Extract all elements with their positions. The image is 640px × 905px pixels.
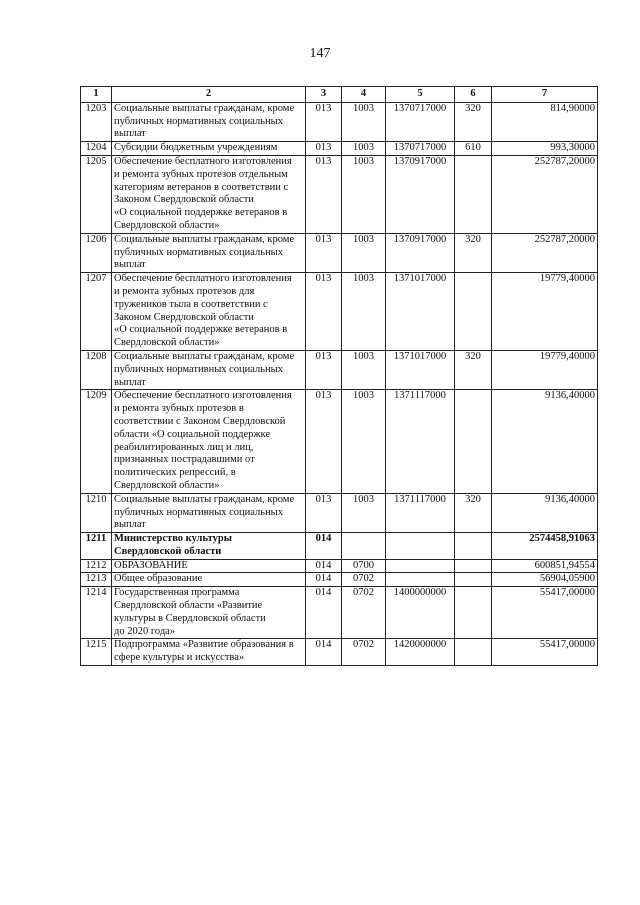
row-name: [112, 559, 306, 573]
row-name-line: Свердловской области»: [114, 219, 220, 231]
table-row: [81, 587, 598, 639]
row-number: 1204: [81, 142, 112, 156]
header-col-4: 4: [342, 87, 386, 103]
header-col-2: 2: [112, 87, 306, 103]
row-ministry-code: 013: [306, 350, 342, 389]
row-section-code: 1003: [342, 493, 386, 532]
row-name-line: соответствии с Законом Свердловской: [114, 415, 286, 427]
table-row: [81, 155, 598, 233]
row-name-line: выплат: [114, 376, 146, 388]
row-ministry-code: 014: [306, 587, 342, 639]
row-amount: 9136,40000: [492, 493, 598, 532]
row-expense-type: [455, 390, 492, 493]
row-number: 1208: [81, 350, 112, 389]
row-target-code: [386, 573, 455, 587]
row-expense-type: [455, 573, 492, 587]
row-name-line: публичных нормативных социальных: [114, 246, 283, 258]
row-target-code: 1371117000: [386, 390, 455, 493]
row-number: 1210: [81, 493, 112, 532]
row-ministry-code: 013: [306, 142, 342, 156]
row-name-line: Министерство культуры: [114, 533, 232, 545]
row-expense-type: [455, 273, 492, 351]
row-name-line: Субсидии бюджетным учреждениям: [114, 142, 278, 154]
row-section-code: 0702: [342, 573, 386, 587]
row-amount: 55417,00000: [492, 587, 598, 639]
row-section-code: 0700: [342, 559, 386, 573]
row-section-code: 1003: [342, 155, 386, 233]
table-row: [81, 559, 598, 573]
row-expense-type: 320: [455, 102, 492, 141]
row-ministry-code: 014: [306, 573, 342, 587]
row-amount: 19779,40000: [492, 273, 598, 351]
row-target-code: 1371017000: [386, 273, 455, 351]
header-col-7: 7: [492, 87, 598, 103]
table-row: [81, 102, 598, 141]
row-target-code: 1420000000: [386, 639, 455, 666]
budget-table: [80, 86, 598, 666]
row-name-line: Социальные выплаты гражданам, кроме: [114, 350, 295, 362]
row-number: 1212: [81, 559, 112, 573]
row-expense-type: [455, 559, 492, 573]
table-row: [81, 639, 598, 666]
row-section-code: 1003: [342, 233, 386, 272]
row-ministry-code: 014: [306, 533, 342, 560]
row-expense-type: [455, 155, 492, 233]
row-name-line: публичных нормативных социальных: [114, 506, 283, 518]
table-row: [81, 142, 598, 156]
page-number: 147: [309, 46, 331, 61]
row-name-line: Подпрограмма «Развитие образования в: [114, 639, 294, 651]
row-name-line: и ремонта зубных протезов для: [114, 285, 255, 297]
row-name: [112, 233, 306, 272]
row-name-line: Свердловской области»: [114, 479, 220, 491]
header-col-6: 6: [455, 87, 492, 103]
row-name: [112, 350, 306, 389]
row-name-line: выплат: [114, 128, 146, 140]
row-expense-type: 610: [455, 142, 492, 156]
row-name: [112, 533, 306, 560]
row-name: [112, 639, 306, 666]
row-name-line: «О социальной поддержке ветеранов в: [114, 324, 288, 336]
row-name-line: публичных нормативных социальных: [114, 115, 283, 127]
row-name: [112, 573, 306, 587]
row-target-code: [386, 559, 455, 573]
row-number: 1205: [81, 155, 112, 233]
row-number: 1213: [81, 573, 112, 587]
row-section-code: 1003: [342, 102, 386, 141]
row-name-line: Свердловской области»: [114, 337, 220, 349]
row-amount: 252787,20000: [492, 155, 598, 233]
row-target-code: [386, 533, 455, 560]
row-name-line: Обеспечение бесплатного изготовления: [114, 273, 292, 285]
table-row: [81, 350, 598, 389]
row-name-line: Государственная программа: [114, 587, 240, 599]
row-ministry-code: 013: [306, 102, 342, 141]
row-number: 1207: [81, 273, 112, 351]
row-expense-type: 320: [455, 350, 492, 389]
row-name-line: тружеников тыла в соответствии с: [114, 298, 268, 310]
row-name: [112, 587, 306, 639]
row-section-code: 1003: [342, 350, 386, 389]
row-name-line: сфере культуры и искусства»: [114, 652, 245, 664]
row-ministry-code: 013: [306, 155, 342, 233]
row-amount: 56904,05900: [492, 573, 598, 587]
row-name-line: Свердловской области «Развитие: [114, 600, 263, 612]
row-section-code: 0702: [342, 587, 386, 639]
row-name-line: культуры в Свердловской области: [114, 612, 266, 624]
row-number: 1214: [81, 587, 112, 639]
row-ministry-code: 013: [306, 493, 342, 532]
row-target-code: 1370917000: [386, 155, 455, 233]
row-name-line: Обеспечение бесплатного изготовления: [114, 390, 292, 402]
row-name: [112, 155, 306, 233]
row-name-line: Социальные выплаты гражданам, кроме: [114, 493, 295, 505]
row-number: 1215: [81, 639, 112, 666]
row-amount: 55417,00000: [492, 639, 598, 666]
row-name-line: Социальные выплаты гражданам, кроме: [114, 233, 295, 245]
row-name-line: Социальные выплаты гражданам, кроме: [114, 102, 295, 114]
row-expense-type: 320: [455, 233, 492, 272]
table-row: [81, 390, 598, 493]
row-name: [112, 493, 306, 532]
row-number: 1209: [81, 390, 112, 493]
row-target-code: 1370717000: [386, 102, 455, 141]
table-row: [81, 533, 598, 560]
table-row: [81, 573, 598, 587]
row-name-line: «О социальной поддержке ветеранов в: [114, 207, 288, 219]
row-expense-type: [455, 587, 492, 639]
row-name: [112, 273, 306, 351]
row-name-line: Свердловской области: [114, 545, 222, 557]
row-section-code: 1003: [342, 273, 386, 351]
row-name: [112, 102, 306, 141]
row-name-line: до 2020 года»: [114, 625, 176, 637]
header-col-1: 1: [81, 87, 112, 103]
row-section-code: [342, 533, 386, 560]
row-amount: 993,30000: [492, 142, 598, 156]
table-row: [81, 493, 598, 532]
row-section-code: 1003: [342, 142, 386, 156]
row-amount: 19779,40000: [492, 350, 598, 389]
row-target-code: 1370917000: [386, 233, 455, 272]
row-name: [112, 390, 306, 493]
row-expense-type: [455, 533, 492, 560]
row-name-line: категориям ветеранов в соответствии с: [114, 181, 289, 193]
row-amount: 252787,20000: [492, 233, 598, 272]
row-name-line: Общее образование: [114, 573, 203, 585]
row-section-code: 0702: [342, 639, 386, 666]
header-col-3: 3: [306, 87, 342, 103]
row-amount: 814,90000: [492, 102, 598, 141]
row-amount: 9136,40000: [492, 390, 598, 493]
row-name-line: выплат: [114, 259, 146, 271]
row-ministry-code: 014: [306, 639, 342, 666]
row-amount: 2574458,91063: [492, 533, 598, 560]
row-ministry-code: 014: [306, 559, 342, 573]
row-name-line: признанных пострадавшими от: [114, 454, 255, 466]
row-name-line: Законом Свердловской области: [114, 194, 254, 206]
header-col-5: 5: [386, 87, 455, 103]
row-target-code: 1371117000: [386, 493, 455, 532]
row-name-line: выплат: [114, 519, 146, 531]
table-row: [81, 233, 598, 272]
row-name: [112, 142, 306, 156]
row-expense-type: 320: [455, 493, 492, 532]
row-name-line: политических репрессий, в: [114, 467, 236, 479]
row-ministry-code: 013: [306, 233, 342, 272]
row-name-line: ОБРАЗОВАНИЕ: [114, 559, 188, 571]
row-name-line: Обеспечение бесплатного изготовления: [114, 155, 292, 167]
row-number: 1206: [81, 233, 112, 272]
row-amount: 600851,94554: [492, 559, 598, 573]
row-expense-type: [455, 639, 492, 666]
table-row: [81, 273, 598, 351]
row-target-code: 1370717000: [386, 142, 455, 156]
row-number: 1203: [81, 102, 112, 141]
row-ministry-code: 013: [306, 273, 342, 351]
row-section-code: 1003: [342, 390, 386, 493]
row-number: 1211: [81, 533, 112, 560]
row-target-code: 1371017000: [386, 350, 455, 389]
row-name-line: Законом Свердловской области: [114, 311, 254, 323]
row-name-line: реабилитированных лиц и лиц,: [114, 441, 254, 453]
row-ministry-code: 013: [306, 390, 342, 493]
header-row: [81, 87, 598, 103]
row-name-line: и ремонта зубных протезов в: [114, 403, 244, 415]
row-name-line: области «О социальной поддержке: [114, 428, 271, 440]
row-name-line: публичных нормативных социальных: [114, 363, 283, 375]
row-name-line: и ремонта зубных протезов отдельным: [114, 168, 288, 180]
row-target-code: 1400000000: [386, 587, 455, 639]
